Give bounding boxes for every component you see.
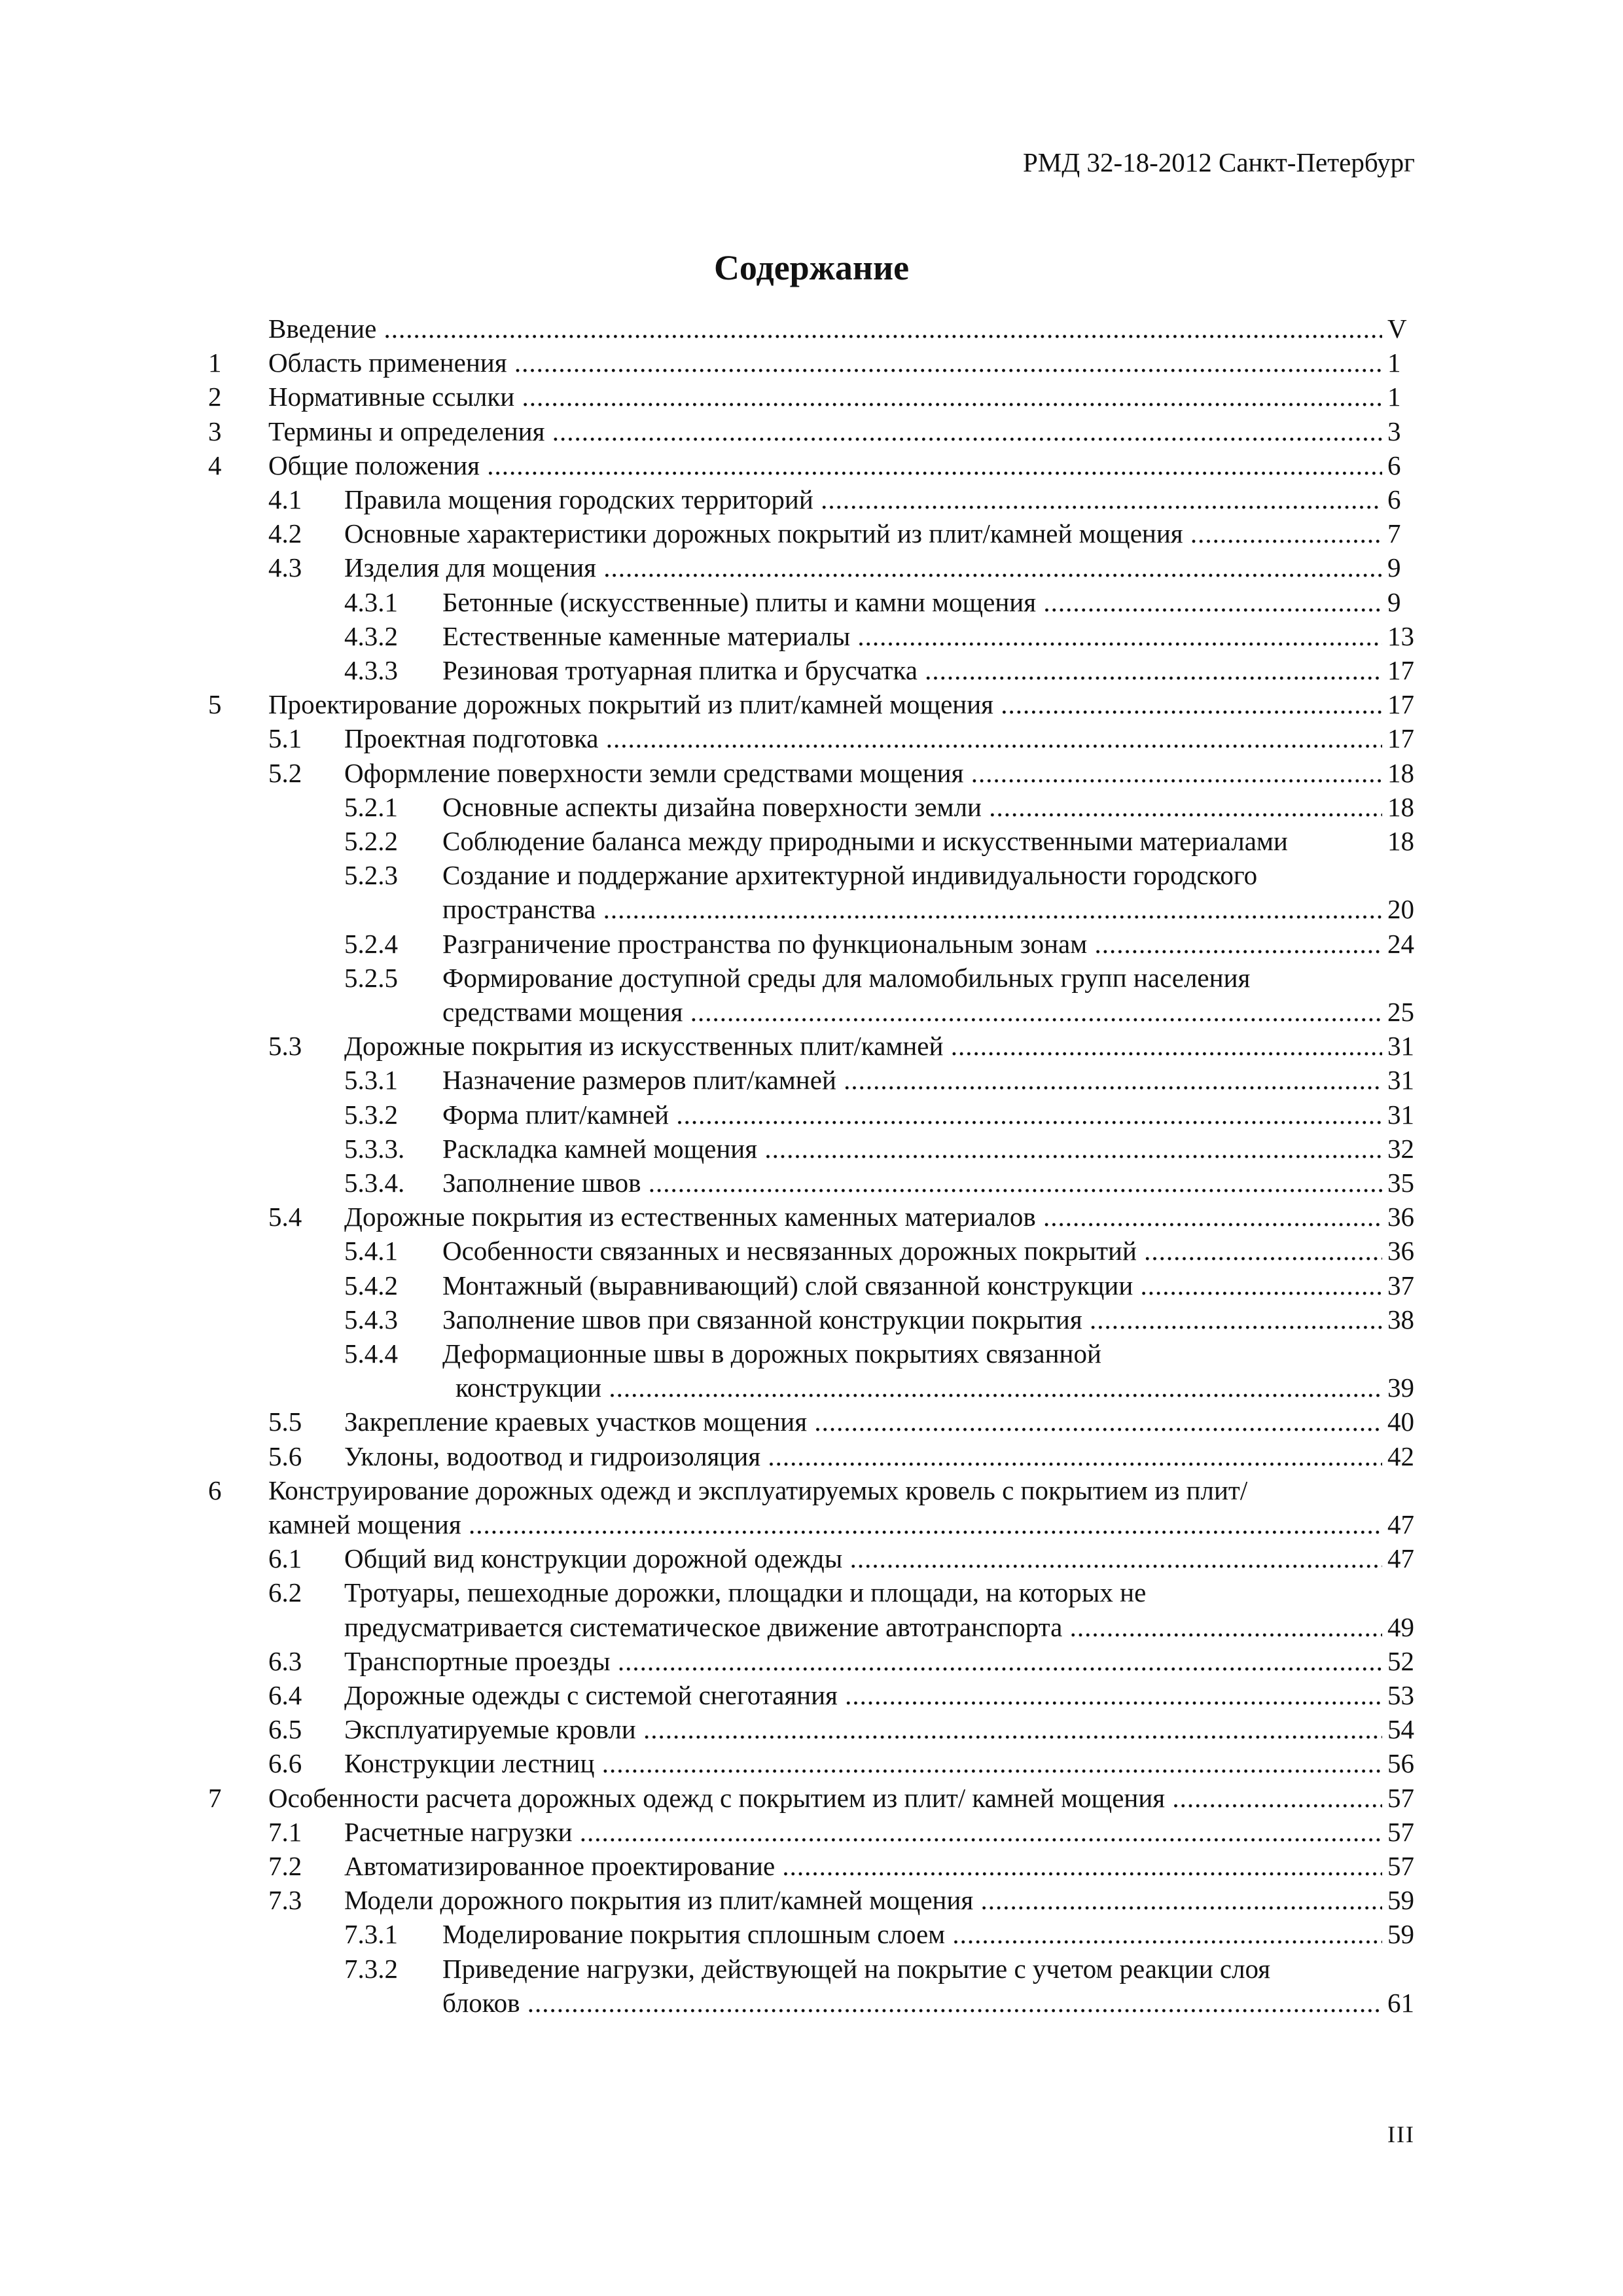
- toc-page: 47: [1387, 1543, 1414, 1573]
- toc-title: блоков .....: [442, 1986, 1382, 2020]
- toc-number: 7.3: [268, 1885, 302, 1915]
- toc-title: Резиновая тротуарная плитка и брусчатка .....: [442, 653, 1382, 687]
- toc-title: Автоматизированное проектирование .....: [344, 1849, 1382, 1883]
- toc-page: 36: [1387, 1236, 1414, 1266]
- toc-title: Дорожные покрытия из естественных каменных материалов .....: [344, 1200, 1382, 1234]
- toc-entry: [0, 687, 1623, 721]
- toc-number: 4.3.2: [344, 621, 398, 651]
- toc-number: 6.1: [268, 1543, 302, 1573]
- toc-entry: [0, 1815, 1623, 1849]
- toc-number: 6.6: [268, 1748, 302, 1778]
- toc-page: 17: [1387, 723, 1414, 753]
- toc-title: Конструкции лестниц .....: [344, 1746, 1382, 1780]
- toc-page: 47: [1387, 1509, 1414, 1539]
- toc-number: 5.6: [268, 1441, 302, 1471]
- toc-page: 31: [1387, 1100, 1414, 1130]
- toc-entry: [0, 346, 1623, 380]
- toc-page: 3: [1387, 416, 1401, 446]
- toc-title: Разграничение пространства по функциональным зонам .....: [442, 927, 1382, 961]
- toc-page: 35: [1387, 1168, 1414, 1198]
- toc-number: 3: [208, 416, 222, 446]
- toc-number: 4.2: [268, 518, 302, 548]
- toc-number: 5.3.2: [344, 1100, 398, 1130]
- toc-entry: [0, 892, 1623, 926]
- toc-page: 57: [1387, 1851, 1414, 1881]
- toc-entry: [0, 1678, 1623, 1712]
- toc-page: 59: [1387, 1885, 1414, 1915]
- toc-title: Создание и поддержание архитектурной индивидуальности городского: [442, 860, 1258, 890]
- toc-entry: [0, 619, 1623, 653]
- toc-page: 18: [1387, 758, 1414, 788]
- toc-entry: [0, 1781, 1623, 1815]
- toc-title: Раскладка камней мощения .....: [442, 1132, 1382, 1166]
- toc-number: 5.2: [268, 758, 302, 788]
- toc-title: Нормативные ссылки .....: [268, 380, 1382, 414]
- toc-number: 4.3.1: [344, 587, 398, 617]
- toc-entry: [0, 1405, 1623, 1439]
- toc-entry: [0, 858, 1623, 892]
- toc-entry: [0, 927, 1623, 961]
- toc-entry: [0, 550, 1623, 584]
- toc-entry: [0, 1439, 1623, 1473]
- toc-number: 5.3.3.: [344, 1134, 405, 1164]
- toc-number: 5.4.2: [344, 1270, 398, 1300]
- toc-number: 2: [208, 382, 222, 412]
- toc-entry: [0, 1917, 1623, 1951]
- toc-entry: [0, 1166, 1623, 1200]
- toc-number: 6.4: [268, 1680, 302, 1710]
- toc-page: 7: [1387, 518, 1401, 548]
- toc-page: 9: [1387, 552, 1401, 583]
- toc-title: пространства .....: [442, 892, 1382, 926]
- toc-number: 1: [208, 348, 222, 378]
- toc-page: 31: [1387, 1065, 1414, 1095]
- toc-page: 53: [1387, 1680, 1414, 1710]
- toc-entry: [0, 414, 1623, 448]
- toc-title: Транспортные проезды .....: [344, 1644, 1382, 1678]
- toc-number: 7.3.1: [344, 1919, 398, 1949]
- toc-title: предусматривается систематическое движение автотранспорта .....: [344, 1610, 1382, 1644]
- toc-page: 24: [1387, 929, 1414, 959]
- toc-title: Заполнение швов .....: [442, 1166, 1382, 1200]
- toc-entry: [0, 995, 1623, 1029]
- toc-title: Термины и определения .....: [268, 414, 1382, 448]
- toc-entry: [0, 448, 1623, 482]
- toc-number: 5.4.3: [344, 1304, 398, 1335]
- toc-title: Дорожные покрытия из искусственных плит/камней .....: [344, 1029, 1382, 1063]
- toc-entry: [0, 1644, 1623, 1678]
- toc-title: Заполнение швов при связанной конструкции покрытия .....: [442, 1302, 1382, 1336]
- toc-title: Введение .....: [268, 312, 1382, 346]
- toc-title: Основные характеристики дорожных покрытий из плит/камней мощения .....: [344, 516, 1382, 550]
- toc-title: камней мощения .....: [268, 1507, 1382, 1541]
- toc-title: Общий вид конструкции дорожной одежды .....: [344, 1541, 1382, 1575]
- toc-page: 57: [1387, 1817, 1414, 1847]
- toc-page: 40: [1387, 1407, 1414, 1437]
- toc-page: 54: [1387, 1714, 1414, 1744]
- toc-page: 17: [1387, 655, 1414, 685]
- toc-title: Правила мощения городских территорий .....: [344, 482, 1382, 516]
- toc-page: 1: [1387, 348, 1401, 378]
- toc-title: Приведение нагрузки, действующей на покрытие с учетом реакции слоя: [442, 1954, 1271, 1984]
- toc-entry: [0, 482, 1623, 516]
- toc-title: Назначение размеров плит/камней .....: [442, 1063, 1382, 1097]
- toc-number: 5.3.1: [344, 1065, 398, 1095]
- toc-number: 5.4.4: [344, 1338, 398, 1369]
- toc-page: 20: [1387, 894, 1414, 924]
- toc-entry: [0, 1712, 1623, 1746]
- toc-number: 4.1: [268, 484, 302, 514]
- toc-page: 56: [1387, 1748, 1414, 1778]
- toc-page: V: [1387, 314, 1407, 344]
- toc-number: 7.2: [268, 1851, 302, 1881]
- toc-number: 6.5: [268, 1714, 302, 1744]
- toc-number: 5: [208, 689, 222, 719]
- toc-number: 5.3.4.: [344, 1168, 405, 1198]
- toc-number: 5.2.3: [344, 860, 398, 890]
- toc-entry: [0, 1610, 1623, 1644]
- toc-entry: [0, 1986, 1623, 2020]
- toc-number: 4.3.3: [344, 655, 398, 685]
- toc-page: 59: [1387, 1919, 1414, 1949]
- toc-page: 61: [1387, 1988, 1414, 2018]
- toc-number: 7.3.2: [344, 1954, 398, 1984]
- toc-title: Бетонные (искусственные) плиты и камни мощения .....: [442, 585, 1382, 619]
- toc-entry: [0, 1268, 1623, 1302]
- toc-title: Формирование доступной среды для маломобильных групп населения: [442, 963, 1251, 993]
- toc-title: Область применения .....: [268, 346, 1382, 380]
- toc-entry: [0, 1507, 1623, 1541]
- toc-title: Конструирование дорожных одежд и эксплуатируемых кровель с покрытием из плит/: [268, 1475, 1248, 1505]
- toc-number: 5.4.1: [344, 1236, 398, 1266]
- toc-number: 5.1: [268, 723, 302, 753]
- toc-title: Основные аспекты дизайна поверхности земли .....: [442, 790, 1382, 824]
- toc-page: 18: [1387, 792, 1414, 822]
- toc-title: Расчетные нагрузки .....: [344, 1815, 1382, 1849]
- toc-entry: [0, 1746, 1623, 1780]
- toc-title: Эксплуатируемые кровли .....: [344, 1712, 1382, 1746]
- toc-entry: [0, 1029, 1623, 1063]
- toc-page: 39: [1387, 1372, 1414, 1403]
- toc-title: Проектная подготовка .....: [344, 721, 1382, 755]
- toc-title: Уклоны, водоотвод и гидроизоляция .....: [344, 1439, 1382, 1473]
- toc-number: 6.2: [268, 1577, 302, 1607]
- toc-title: Особенности расчета дорожных одежд с покрытием из плит/ камней мощения .....: [268, 1781, 1382, 1815]
- toc-number: 6.3: [268, 1646, 302, 1676]
- toc-page: 13: [1387, 621, 1414, 651]
- toc-number: 7.1: [268, 1817, 302, 1847]
- toc-number: 7: [208, 1783, 222, 1813]
- toc-title: Форма плит/камней .....: [442, 1098, 1382, 1132]
- toc-title: Особенности связанных и несвязанных дорожных покрытий .....: [442, 1234, 1382, 1268]
- toc-page: 38: [1387, 1304, 1414, 1335]
- toc-entry: [0, 1132, 1623, 1166]
- toc-title: Тротуары, пешеходные дорожки, площадки и площади, на которых не: [344, 1577, 1147, 1607]
- toc-title: Монтажный (выравнивающий) слой связанной конструкции .....: [442, 1268, 1382, 1302]
- toc-number: 5.3: [268, 1031, 302, 1061]
- toc-page: 37: [1387, 1270, 1414, 1300]
- toc-title: Дорожные одежды с системой снеготаяния .....: [344, 1678, 1382, 1712]
- toc-page: 36: [1387, 1202, 1414, 1232]
- toc-number: 5.5: [268, 1407, 302, 1437]
- toc-entry: [0, 721, 1623, 755]
- toc-number: 6: [208, 1475, 222, 1505]
- toc-entry: [0, 1575, 1623, 1609]
- toc-page: 49: [1387, 1612, 1414, 1642]
- toc-entry: [0, 1098, 1623, 1132]
- toc-title: средствами мощения .....: [442, 995, 1382, 1029]
- toc-title: Закрепление краевых участков мощения .....: [344, 1405, 1382, 1439]
- toc-entry: [0, 756, 1623, 790]
- toc-number: 4: [208, 450, 222, 480]
- toc-title: Модели дорожного покрытия из плит/камней мощения .....: [344, 1883, 1382, 1917]
- toc-page: 17: [1387, 689, 1414, 719]
- toc-entry: [0, 1883, 1623, 1917]
- toc-entry: [0, 790, 1623, 824]
- toc-entry: [0, 1336, 1623, 1371]
- toc-page: 1: [1387, 382, 1401, 412]
- toc-entry: [0, 380, 1623, 414]
- toc-title: конструкции .....: [455, 1371, 1382, 1405]
- toc-page: 52: [1387, 1646, 1414, 1676]
- toc-page: 57: [1387, 1783, 1414, 1813]
- toc-page: 31: [1387, 1031, 1414, 1061]
- page-title: Содержание: [713, 248, 910, 287]
- toc-page: 25: [1387, 997, 1414, 1027]
- toc-number: 5.2.1: [344, 792, 398, 822]
- toc-page: 9: [1387, 587, 1401, 617]
- toc-page: 6: [1387, 450, 1401, 480]
- toc-title: Деформационные швы в дорожных покрытиях связанной: [442, 1338, 1101, 1369]
- toc-title: Моделирование покрытия сплошным слоем .....: [442, 1917, 1382, 1951]
- toc-entry: [0, 961, 1623, 995]
- toc-page: 18: [1387, 826, 1414, 856]
- toc-entry: [0, 1952, 1623, 1986]
- toc-entry: [0, 1234, 1623, 1268]
- toc-entry: [0, 1473, 1623, 1507]
- toc-title: Изделия для мощения .....: [344, 550, 1382, 584]
- toc-entry: [0, 1302, 1623, 1336]
- toc-entry: [0, 1541, 1623, 1575]
- toc-entry: [0, 585, 1623, 619]
- toc-number: 5.2.4: [344, 929, 398, 959]
- toc-title: Оформление поверхности земли средствами мощения .....: [344, 756, 1382, 790]
- toc-number: 4.3: [268, 552, 302, 583]
- toc-number: 5.4: [268, 1202, 302, 1232]
- toc-title: Проектирование дорожных покрытий из плит/камней мощения .....: [268, 687, 1382, 721]
- toc-number: 5.2.5: [344, 963, 398, 993]
- toc-entry: [0, 1849, 1623, 1883]
- toc-entry: [0, 824, 1623, 858]
- page-number: III: [1387, 2121, 1415, 2147]
- toc-page: 42: [1387, 1441, 1414, 1471]
- toc-entry: [0, 516, 1623, 550]
- toc-title: Естественные каменные материалы .....: [442, 619, 1382, 653]
- running-header: РМД 32-18-2012 Санкт-Петербург: [1022, 147, 1415, 177]
- toc-entry: [0, 1063, 1623, 1097]
- toc-entry: [0, 653, 1623, 687]
- toc-title: Соблюдение баланса между природными и искусственными материалами: [442, 826, 1288, 856]
- toc-entry: [0, 1371, 1623, 1405]
- toc-page: 32: [1387, 1134, 1414, 1164]
- toc-entry: [0, 312, 1623, 346]
- toc-page: 6: [1387, 484, 1401, 514]
- toc-entry: [0, 1200, 1623, 1234]
- toc-title: Общие положения .....: [268, 448, 1382, 482]
- toc-number: 5.2.2: [344, 826, 398, 856]
